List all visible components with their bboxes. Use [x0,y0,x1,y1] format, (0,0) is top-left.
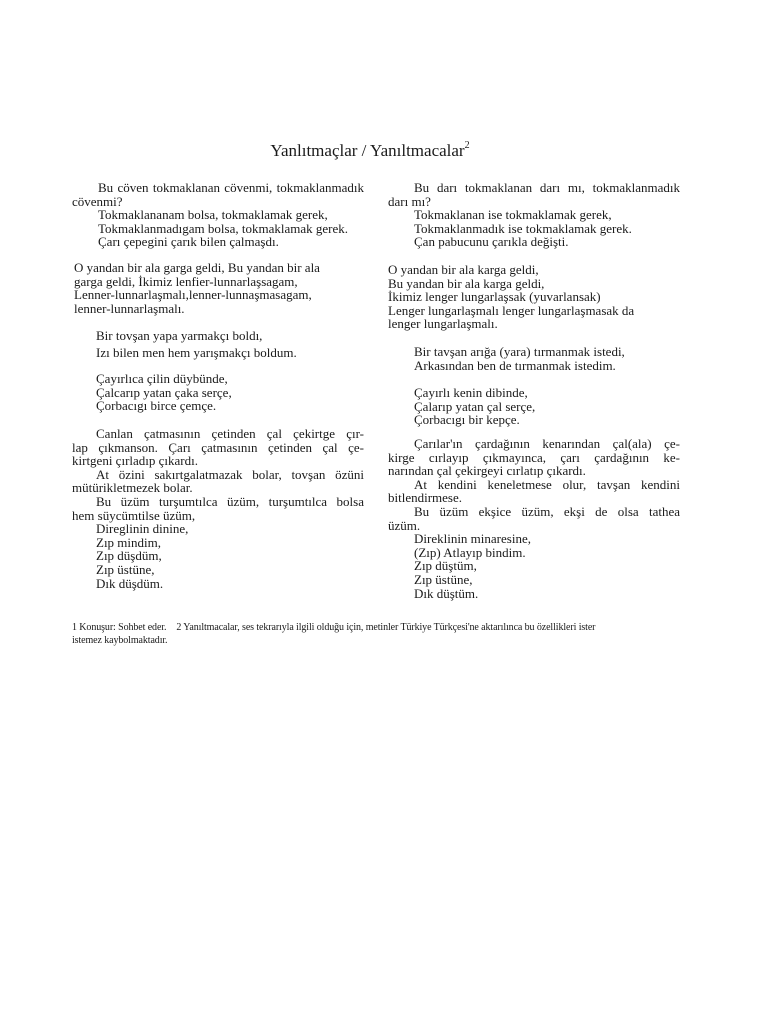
text-line: hem süycümtilse üzüm, [72,507,196,523]
text-line: Bu üzüm ekşice üzüm, ekşi de olsa tathea [414,503,680,519]
right-stanza-4 [414,386,706,427]
text-line: mütürikletmezek bolar. [72,480,193,496]
text-line: Çorbacıgı bir kepçe. [414,412,520,428]
text-line: Çayırlıca çilin düybünde, [96,371,228,386]
text-line: kirge cırlayıp çıkmayınca, çarı çardağının ke- [388,449,680,465]
footnote-1: 1 Konuşur: Sohbet eder. [72,622,167,633]
text-line: narından çal çekirgeyi cırlatıp çıkardı. [388,463,586,479]
text-line: At kendini keneletmese olur, tavşan kendini [414,476,680,492]
text-line: Çarı çepegini çarık bilen çalmaşdı. [98,234,279,250]
text-line: Tokmaklanmadıgam bolsa, tokmaklamak gerek. [98,220,348,236]
text-line: üzüm. [388,517,421,533]
text-line: Zıp düştüm, [414,558,477,574]
text-line: Arkasından ben de tırmanmak istedim. [414,357,616,373]
left-stanza-3 [96,329,388,359]
text-line: Zıp mindim, [96,534,161,550]
text-line: (Zıp) Atlayıp bindim. [414,544,526,560]
text-line: garga geldi, İkimiz lenfier-lunnarlaşsagam, [74,273,298,289]
text-line: Canlan çatmasının çetinden çal çekirtge çır- [96,426,364,441]
text-line: Bu üzüm turşumtılca üzüm, turşumtılca bolsa [96,493,364,509]
footnote-2: 2 Yanıltmacalar, ses tekrarıyla ilgili olduğu için, metinler Türkiye Türkçesi'ne aktarılınca bu özellikleri ister [176,622,596,633]
text-line: Çalcarıp yatan çaka serçe, [96,384,232,400]
text-line: Lenner-lunnarlaşmalı,lenner-lunnaşmasagam, [74,287,312,303]
text-line: bitlendirmese. [388,490,463,506]
page-title [0,140,740,162]
text-line: Lenger lungarlaşmalı lenger lungarlaşmasak da [388,302,635,318]
title-text: Yanlıtmaçlar / Yanıltmacalar [270,141,465,160]
right-stanza-1 [388,181,680,249]
text-line: O yandan bir ala garga geldi, Bu yandan bir ala [74,260,320,275]
left-stanza-1 [72,181,364,249]
text-line: Dık düşdüm. [96,575,164,591]
text-line: cövenmi? [72,193,123,209]
left-stanza-5 [72,427,364,590]
text-line: Izı bilen men hem yarışmakçı boldum. [96,344,297,360]
text-line: Bir tavşan arığa (yara) tırmanmak istedi, [414,344,625,359]
text-line: kirtgeni çırladıp çıkardı. [72,453,198,469]
text-line: Zıp düşdüm, [96,548,162,564]
right-stanza-2 [388,263,680,331]
text-line: Direklinin minaresine, [414,531,531,547]
footnote-2-continued: istemez kaybolmaktadır. [72,634,168,646]
text-line: İkimiz lenger lungarlaşsak (yuvarlansak) [388,289,601,305]
right-stanza-5 [388,437,680,600]
footnote-marker-2: 2 [464,140,470,151]
text-line: lenger lungarlaşmalı. [388,316,498,332]
footnote-line [72,622,682,635]
text-line: lenner-lunnarlaşmalı. [74,300,185,316]
text-line: Çayırlı kenin dibinde, [414,385,528,400]
text-line: At özini sakırtgalatmazak bolar, tovşan özüni [96,466,364,482]
text-line: Bu cöven tokmaklanan cövenmi, tokmaklanmadık [98,180,364,195]
text-line: lap çıkmanson. Çarı çatmasının çetinden çal çe- [72,439,364,455]
left-column [72,181,364,601]
text-line: darı mı? [388,193,431,209]
right-column [388,181,680,611]
text-line: Çarılar'ın çardağının kenarından çal(ala) çe- [414,436,680,451]
text-line: Zıp üstüne, [96,561,155,577]
text-line: Tokmaklananam bolsa, tokmaklamak gerek, [98,207,328,223]
right-stanza-3 [414,345,706,372]
text-line: Dık düştüm. [414,585,479,601]
left-stanza-4 [96,372,388,413]
text-line: Çorbacıgı birce çemçe. [96,398,217,414]
text-line: Direglinin dinine, [96,521,189,537]
text-line: Zıp üstüne, [414,571,473,587]
text-line: Bir tovşan yapa yarmakçı boldı, [96,328,263,343]
footnotes [72,622,682,647]
text-line: Çalarıp yatan çal serçe, [414,398,536,414]
text-line: Bu darı tokmaklanan darı mı, tokmaklanmadık [414,180,680,195]
text-line: Çan pabucunu çarıkla değişti. [414,234,569,250]
text-line: O yandan bir ala karga geldi, [388,262,539,277]
text-line: Tokmaklanmadık ise tokmaklamak gerek. [414,220,632,236]
text-line: Tokmaklanan ise tokmaklamak gerek, [414,207,612,223]
left-stanza-2 [74,261,366,315]
text-line: Bu yandan bir ala karga geldi, [388,275,545,291]
